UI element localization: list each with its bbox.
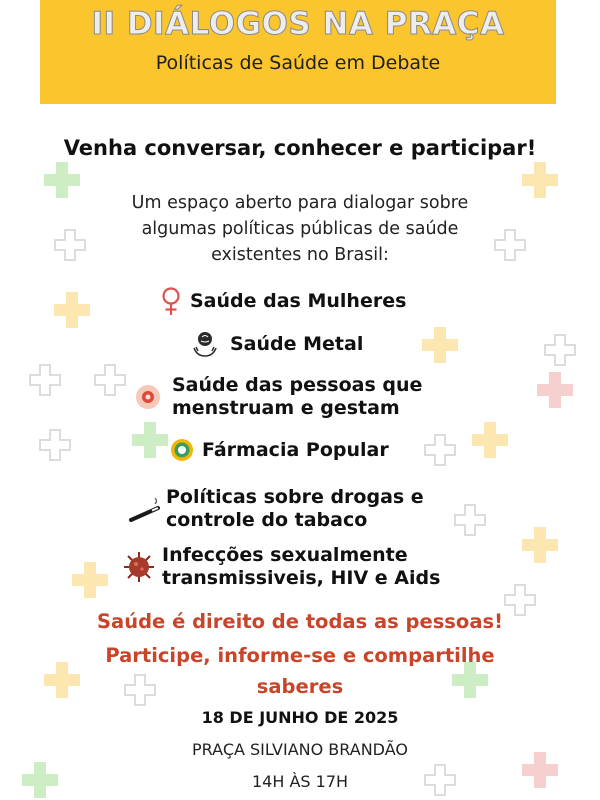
- topic-label: Saúde das Mulheres: [190, 289, 407, 312]
- intro-text: Um espaço aberto para dialogar sobre algumas políticas públicas de saúde existentes no Brasil:: [131, 193, 469, 265]
- topic-label-line2: controle do tabaco: [166, 509, 368, 531]
- female-symbol-icon: [160, 286, 182, 316]
- cta-line-3: saberes: [256, 675, 344, 698]
- headline: Venha conversar, conhecer e participar!: [63, 136, 537, 160]
- topic-sti-hiv: [122, 544, 440, 590]
- virus-icon: [122, 550, 156, 584]
- event-title: II DIÁLOGOS NA PRAÇA: [91, 6, 505, 42]
- topic-label: Fármacia Popular: [202, 438, 389, 461]
- topic-label: Saúde Metal: [230, 332, 364, 355]
- topic-pharmacy: [170, 438, 389, 462]
- topic-label-line2: menstruam e gestam: [172, 397, 400, 419]
- topic-menstrual-health: [134, 374, 422, 420]
- mind-in-hands-icon: [192, 330, 218, 358]
- event-time: 14H ÀS 17H: [251, 772, 349, 791]
- topic-label-line2: transmissiveis, HIV e Aids: [162, 567, 441, 589]
- event-date: 18 DE JUNHO DE 2025: [201, 708, 399, 727]
- cigarette-icon: [128, 494, 162, 524]
- topic-label-line1: Saúde das pessoas que: [172, 374, 423, 396]
- topic-mental-health: [192, 330, 363, 358]
- cta-line-1: Saúde é direito de todas as pessoas!: [97, 610, 503, 633]
- pharmacy-seal-icon: [170, 438, 194, 462]
- topic-label-line1: Políticas sobre drogas e: [166, 486, 424, 508]
- topic-womens-health: [160, 286, 406, 316]
- cta-line-2: Participe, informe-se e compartilhe: [105, 644, 495, 667]
- topic-drugs-tobacco: [128, 486, 424, 532]
- event-place: PRAÇA SILVIANO BRANDÃO: [192, 740, 408, 759]
- event-subtitle: Políticas de Saúde em Debate: [155, 52, 441, 74]
- topic-label-line1: Infecções sexualmente: [162, 544, 408, 566]
- menstrual-drop-icon: [134, 383, 162, 411]
